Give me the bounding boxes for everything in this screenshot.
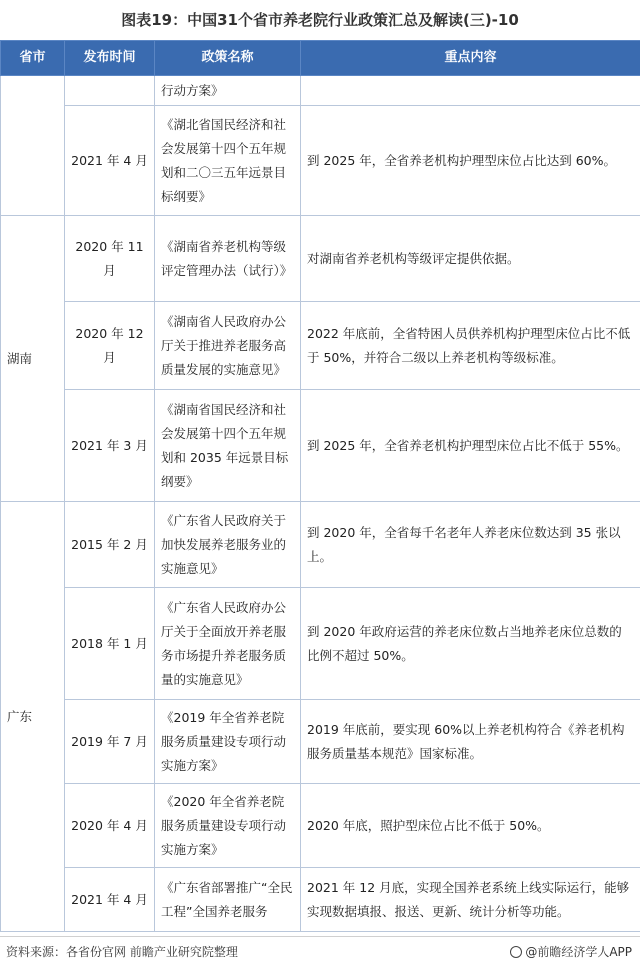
- policy-name-cell: 《广东省人民政府关于加快发展养老服务业的实施意见》: [155, 502, 301, 588]
- brand-label: @前瞻经济学人APP: [525, 945, 632, 959]
- table-row: [1, 76, 640, 106]
- table-row: [1, 700, 640, 784]
- key-content-cell: 到 2020 年，全省每千名老年人养老床位数达到 35 张以上。: [301, 502, 640, 588]
- policy-name-cell: 《湖南省养老机构等级评定管理办法（试行）》: [155, 216, 301, 302]
- policy-name-cell: 《2019 年全省养老院服务质量建设专项行动实施方案》: [155, 700, 301, 784]
- key-content-cell: 到 2020 年政府运营的养老床位数占当地养老床位总数的比例不超过 50%。: [301, 588, 640, 700]
- table-row: [1, 302, 640, 390]
- date-cell: 2021 年 4 月: [65, 868, 155, 932]
- date-cell: 2020 年 12 月: [65, 302, 155, 390]
- table-header-row: [1, 41, 640, 76]
- header-key-content: 重点内容: [301, 41, 640, 76]
- date-cell: 2021 年 4 月: [65, 106, 155, 216]
- policy-name-cell: 《湖南省人民政府办公厅关于推进养老服务高质量发展的实施意见》: [155, 302, 301, 390]
- key-content-cell: [301, 76, 640, 106]
- policy-name-cell: 《广东省部署推广“全民工程”全国养老服务: [155, 868, 301, 932]
- policy-name-cell: 《2020 年全省养老院服务质量建设专项行动实施方案》: [155, 784, 301, 868]
- date-cell: 2021 年 3 月: [65, 390, 155, 502]
- policy-name-cell: 《湖北省国民经济和社会发展第十四个五年规划和二〇三五年远景目标纲要》: [155, 106, 301, 216]
- table-row: [1, 784, 640, 868]
- date-cell: [65, 76, 155, 106]
- province-cell-guangdong: 广东: [1, 502, 65, 932]
- policy-name-cell: 《广东省人民政府办公厅关于全面放开养老服务市场提升养老服务质量的实施意见》: [155, 588, 301, 700]
- key-content-cell: 2019 年底前，要实现 60%以上养老机构符合《养老机构服务质量基本规范》国家标准。: [301, 700, 640, 784]
- table-row: [1, 868, 640, 932]
- footer: [0, 936, 640, 970]
- key-content-cell: 到 2025 年，全省养老机构护理型床位占比达到 60%。: [301, 106, 640, 216]
- date-cell: 2019 年 7 月: [65, 700, 155, 784]
- policy-name-cell: 《湖南省国民经济和社会发展第十四个五年规划和 2035 年远景目标纲要》: [155, 390, 301, 502]
- date-cell: 2015 年 2 月: [65, 502, 155, 588]
- table-row: [1, 390, 640, 502]
- date-cell: 2020 年 4 月: [65, 784, 155, 868]
- header-province: 省市: [1, 41, 65, 76]
- key-content-cell: 到 2025 年，全省养老机构护理型床位占比不低于 55%。: [301, 390, 640, 502]
- date-cell: 2020 年 11 月: [65, 216, 155, 302]
- province-cell-hunan: 湖南: [1, 216, 65, 502]
- policy-table: [0, 40, 640, 932]
- table-row: [1, 216, 640, 302]
- header-policy-name: 政策名称: [155, 41, 301, 76]
- header-date: 发布时间: [65, 41, 155, 76]
- policy-name-cell: 行动方案》: [155, 76, 301, 106]
- table-row: [1, 106, 640, 216]
- table-row: [1, 588, 640, 700]
- table-row: [1, 502, 640, 588]
- brand-credit: [510, 943, 632, 960]
- key-content-cell: 2020 年底，照护型床位占比不低于 50%。: [301, 784, 640, 868]
- date-cell: 2018 年 1 月: [65, 588, 155, 700]
- province-cell-hubei: [1, 76, 65, 216]
- key-content-cell: 2022 年底前，全省特困人员供养机构护理型床位占比不低于 50%，并符合二级以上养老机构等级标准。: [301, 302, 640, 390]
- weibo-icon: [510, 946, 522, 958]
- key-content-cell: 对湖南省养老机构等级评定提供依据。: [301, 216, 640, 302]
- key-content-cell: 2021 年 12 月底，实现全国养老系统上线实际运行，能够实现数据填报、报送、更新、统计分析等功能。: [301, 868, 640, 932]
- figure-title: 图表19：中国31个省市养老院行业政策汇总及解读(三)-10: [0, 0, 640, 40]
- source-note: 资料来源：各省份官网 前瞻产业研究院整理: [6, 943, 238, 960]
